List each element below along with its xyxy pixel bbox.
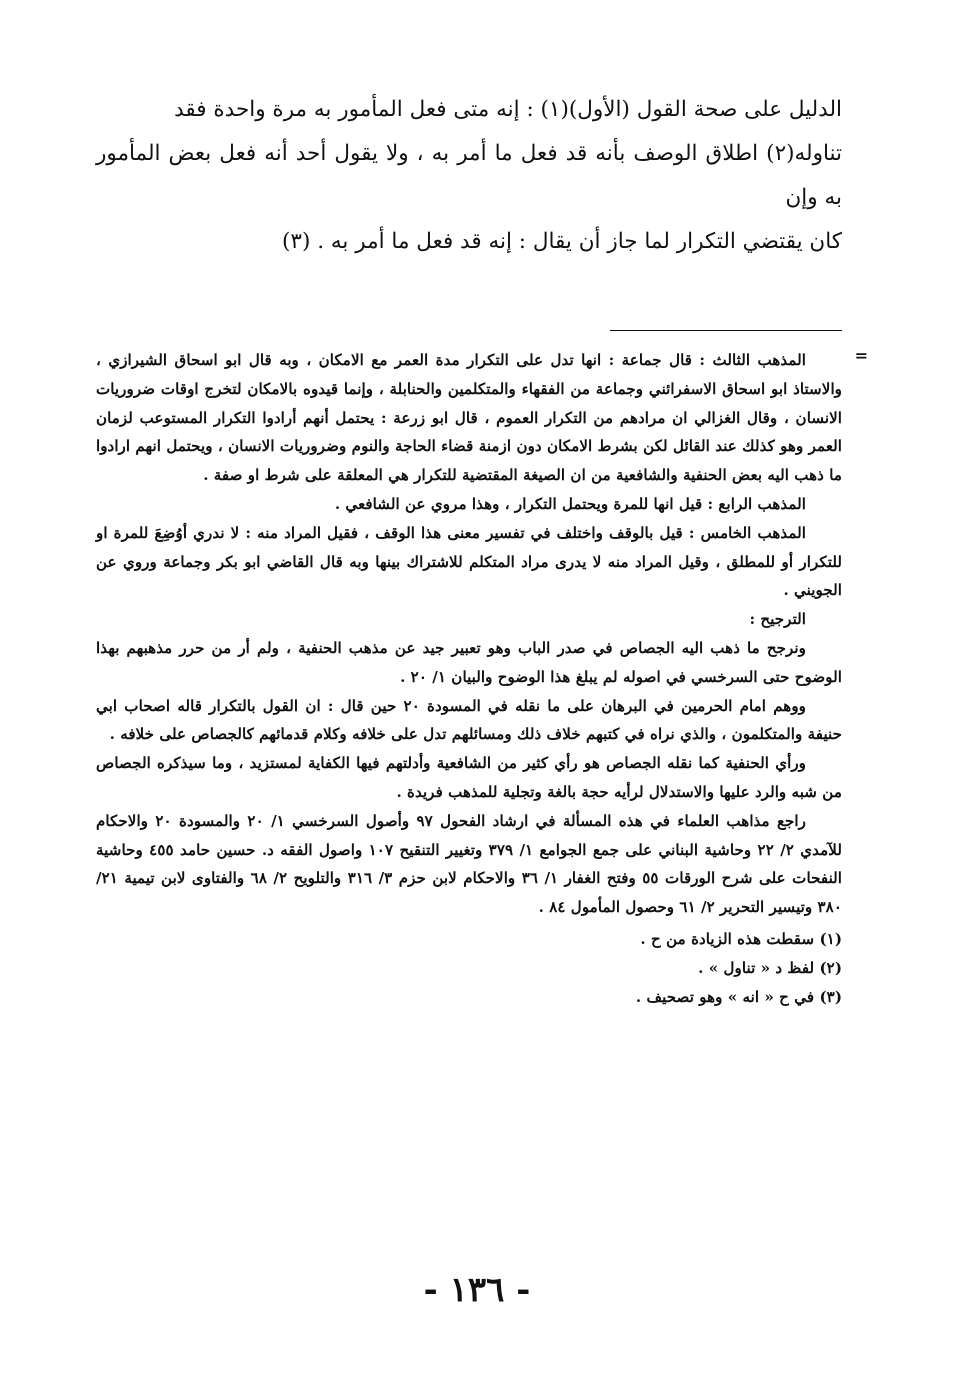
- footnote-paragraph-third-school: المذهب الثالث : قال جماعة : انها تدل على التكرار مدة العمر مع الامكان ، وبه قال ابو اسحاق الشيرازي ، والاستاذ ابو اسحاق الاسفرائني وجماعة من الفقهاء والمتكلمين والحنابلة ، وإنما قيدوه بالامكان لتخرج اوقات ضروريات الانسان ، وقال الغزالي ان مرادهم من التكرار العموم ، قال ابو زرعة : يحتمل أنهم أرادوا التكرار المستوعب لزمان العمر وهو كذلك عند القائل لكن بشرط الامكان دون ازمنة قضاء الحاجة والنوم وضروريات الانسان ، ويحتمل انهم ارادوا ما ذهب اليه بعض الحنفية والشافعية من ان الصيغة المقتضية للتكرار هي المعلقة على شرط او صفة .: [96, 351, 842, 485]
- note-2: (٢) لفظ د « تناول » .: [698, 958, 842, 977]
- page-body: [96, 88, 868, 1006]
- footnote-paragraph-references: راجع مذاهب العلماء في هذه المسألة في ارشاد الفحول ٩٧ وأصول السرخسي ١/ ٢٠ والمسودة ٢٠ والاحكام للآمدي ٢/ ٢٢ وحاشية البناني على جمع الجوامع ١/ ٣٧٩ وتغيير التنقيح ١٠٧ واصول الفقه د. حسين حامد ٤٥٥ وحاشية النفحات على شرح الورقات ٥٥ وفتح الغفار ١/ ٣٦ والاحكام لابن حزم ٣/ ٣١٦ والتلويح ٢/ ٦٨ والفتاوى لابن تيمية ٢١/ ٣٨٠ وتيسير التحرير ٢/ ٦١ وحصول المأمول ٨٤ .: [96, 811, 843, 917]
- note-3: (٣) في ح « انه » وهو تصحيف .: [635, 987, 842, 1006]
- main-line-3: كان يقتضي التكرار لما جاز أن يقال : إنه قد فعل ما أمر به . (٣): [282, 229, 842, 254]
- footnote-paragraph-hanafi-view: ورأي الحنفية كما نقله الجصاص هو رأي كثير من الشافعية وأدلتهم فيها الكفاية لمستزيد ، وما سيذكره الجصاص من شبه والرد عليها والاستدلال لرأيه حجة بالغة وتجلية للمذهب فريدة .: [96, 754, 842, 801]
- page-number: - ١٣٦ -: [423, 1270, 531, 1310]
- note-1: (١) سقطت هذه الزيادة من ح .: [640, 929, 842, 948]
- footnote-paragraph-imam-haramayn: ووهم امام الحرمين في البرهان على ما نقله في المسودة ٢٠ حين قال : ان القول بالتكرار قاله اصحاب ابي حنيفة والمتكلمون ، والذي نراه في كتبهم خلاف ذلك ومسائلهم تدل على خلافه وكلام قدمائهم كالجصاص على خلافه .: [96, 696, 842, 744]
- main-paragraph: [96, 88, 842, 264]
- footnote-separator: [610, 330, 842, 331]
- main-line-1: الدليل على صحة القول (الأول)(١) : إنه متى فعل المأمور به مرة واحدة فقد: [174, 97, 842, 122]
- footnotes-section: [96, 346, 868, 1011]
- footnote-paragraph-fifth-school: المذهب الخامس : قيل بالوقف واختلف في تفسير معنى هذا الوقف ، فقيل المراد منه : لا ندري أوُضِعَ للمرة او للتكرار أو للمطلق ، وقيل المراد منه لا يدرى مراد المتكلم للاشتراك بينها وبه قال القاضي ابو بكر وجماعة وروي عن الجويني .: [96, 523, 842, 600]
- main-line-2: تناوله(٢) اطلاق الوصف بأنه قد فعل ما أمر به ، ولا يقول أحد أنه فعل بعض المأمور به وإن: [96, 141, 842, 210]
- footnote-heading-tarjih: الترجيح :: [749, 610, 806, 629]
- footnote-paragraph-preference: ونرجح ما ذهب اليه الجصاص في صدر الباب وهو تعبير جيد عن مذهب الحنفية ، ولم أر من حرر مذهبهم بهذا الوضوح حتى السرخسي في اصوله لم يبلغ هذا الوضوح والبيان ١/ ٢٠ .: [96, 638, 842, 686]
- numbered-notes: [96, 925, 842, 1011]
- footnote-paragraph-fourth-school: المذهب الرابع : قيل انها للمرة ويحتمل التكرار ، وهذا مروي عن الشافعي .: [334, 494, 806, 513]
- continuation-marker: =: [854, 346, 868, 365]
